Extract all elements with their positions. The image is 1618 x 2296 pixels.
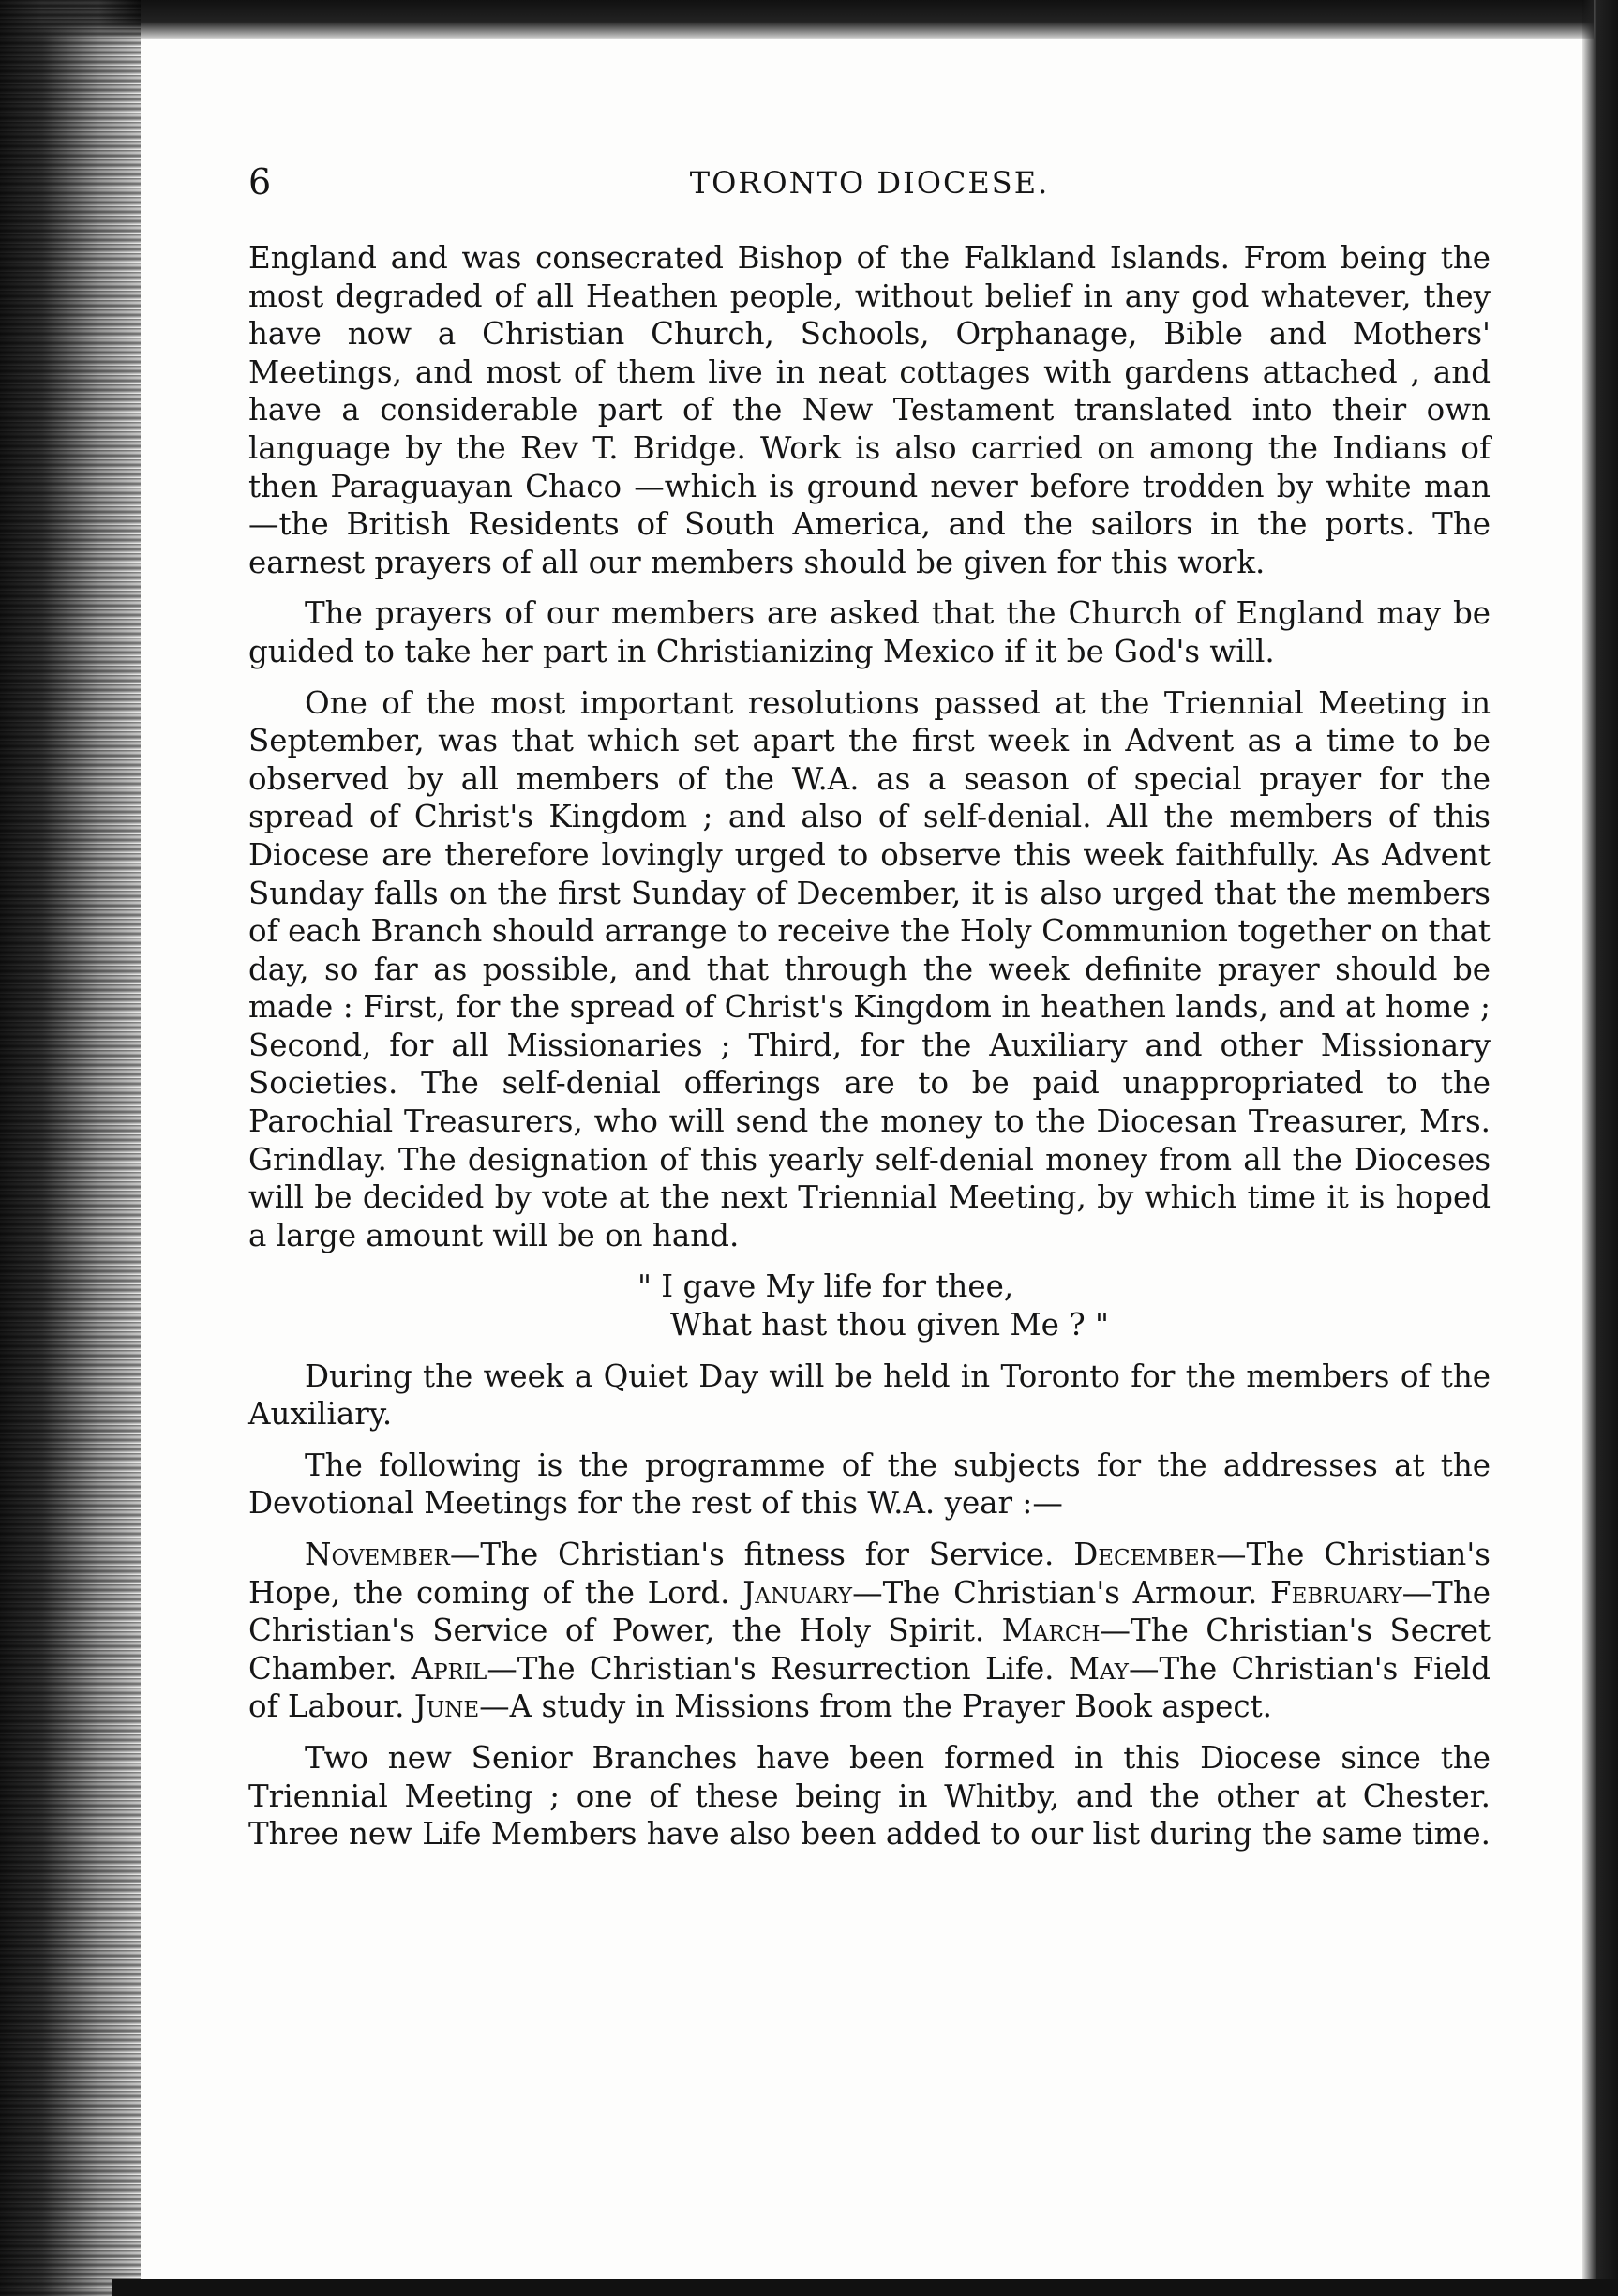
programme-month: March: [1001, 1613, 1101, 1649]
scan-edge-left: [0, 0, 141, 2296]
programme-month: May: [1068, 1650, 1129, 1687]
running-head: TORONTO DIOCESE.: [689, 165, 1050, 201]
programme-topic: —The Christian's Field of Labour.: [248, 1650, 1491, 1725]
programme-topic: —The Christian's Service of Power, the Holy Spirit.: [248, 1574, 1491, 1649]
programme-topic: —The Christian's Hope, the coming of the Lord.: [248, 1537, 1491, 1611]
programme-month: June: [413, 1688, 480, 1725]
body-text: [248, 239, 1491, 1867]
page-header: [248, 161, 1491, 208]
programme-month: December: [1073, 1537, 1216, 1572]
paragraph-new-branches: Two new Senior Branches have been formed in this Diocese since the Triennial Meeting ; one of these being in Whitby, and the other at Chester. Three new Life Members have also been added to our list during the same time.: [248, 1739, 1491, 1853]
verse-quote: [248, 1268, 1491, 1343]
programme-topic: —The Christian's fitness for Service.: [449, 1537, 1055, 1572]
verse-line-1: " I gave My life for thee,: [637, 1268, 1014, 1305]
programme-month: November: [305, 1537, 450, 1572]
programme-topic: —The Christian's Armour.: [852, 1574, 1258, 1611]
programme-month: January: [742, 1574, 853, 1611]
scan-edge-bottom: [112, 2279, 1618, 2296]
scan-edge-right: [1582, 0, 1618, 2296]
scan-edge-top: [0, 0, 1594, 39]
programme-month: April: [411, 1650, 487, 1687]
page-number: 6: [248, 161, 272, 203]
paragraph-quiet-day: During the week a Quiet Day will be held in Toronto for the members of the Auxiliary.: [248, 1358, 1491, 1433]
paragraph-falkland: England and was consecrated Bishop of the Falkland Islands. From being the most degraded of all Heathen people, without belief in any god whatever, they have now a Christian Church, Schools, Orphanage, Bible and Mothers' Meetings, and most of them live in neat cottages with gardens attached , and have a considerable part of the New Testament translated into their own language by the Rev T. Bridge. Work is also carried on among the Indians of then Paraguayan Chaco —which is ground never before trodden by white man—the British Residents of South America, and the sailors in the ports. The earnest prayers of all our members should be given for this work.: [248, 240, 1491, 580]
programme-list: [248, 1536, 1491, 1726]
paragraph-programme-intro: The following is the programme of the subjects for the addresses at the Devotional Meetings for the rest of this W.A. year :—: [248, 1447, 1491, 1522]
programme-month: February: [1270, 1574, 1402, 1611]
programme-topic: —A study in Missions from the Prayer Book aspect.: [479, 1688, 1273, 1725]
programme-topic: —The Christian's Secret Chamber.: [248, 1613, 1491, 1687]
paragraph-mexico: The prayers of our members are asked that the Church of England may be guided to take her part in Christianizing Mexico if it be God's will.: [248, 595, 1491, 669]
verse-line-2: What hast thou given Me ? ": [670, 1307, 1109, 1343]
paragraph-advent: One of the most important resolutions passed at the Triennial Meeting in September, was that which set apart the first week in Advent as a time to be observed by all members of the W.A. as a season of special prayer for the spread of Christ's Kingdom ; and also of self-denial. All the members of this Diocese are therefore lovingly urged to observe this week faithfully. As Advent Sunday falls on the first Sunday of December, it is also urged that the members of each Branch should arrange to receive the Holy Communion together on that day, so far as possible, and that through the week definite prayer should be made : First, for the spread of Christ's Kingdom in heathen lands, and at home ; Second, for all Missionaries ; Third, for the Auxiliary and other Missionary Societies. The self-denial offerings are to be paid unappropriated to the Parochial Treasurers, who will send the money to the Diocesan Treasurer, Mrs. Grindlay. The designation of this yearly self-denial money from all the Dioceses will be decided by vote at the next Triennial Meeting, by which time it is hoped a large amount will be on hand.: [248, 684, 1491, 1253]
programme-topic: —The Christian's Resurrection Life.: [487, 1650, 1055, 1687]
